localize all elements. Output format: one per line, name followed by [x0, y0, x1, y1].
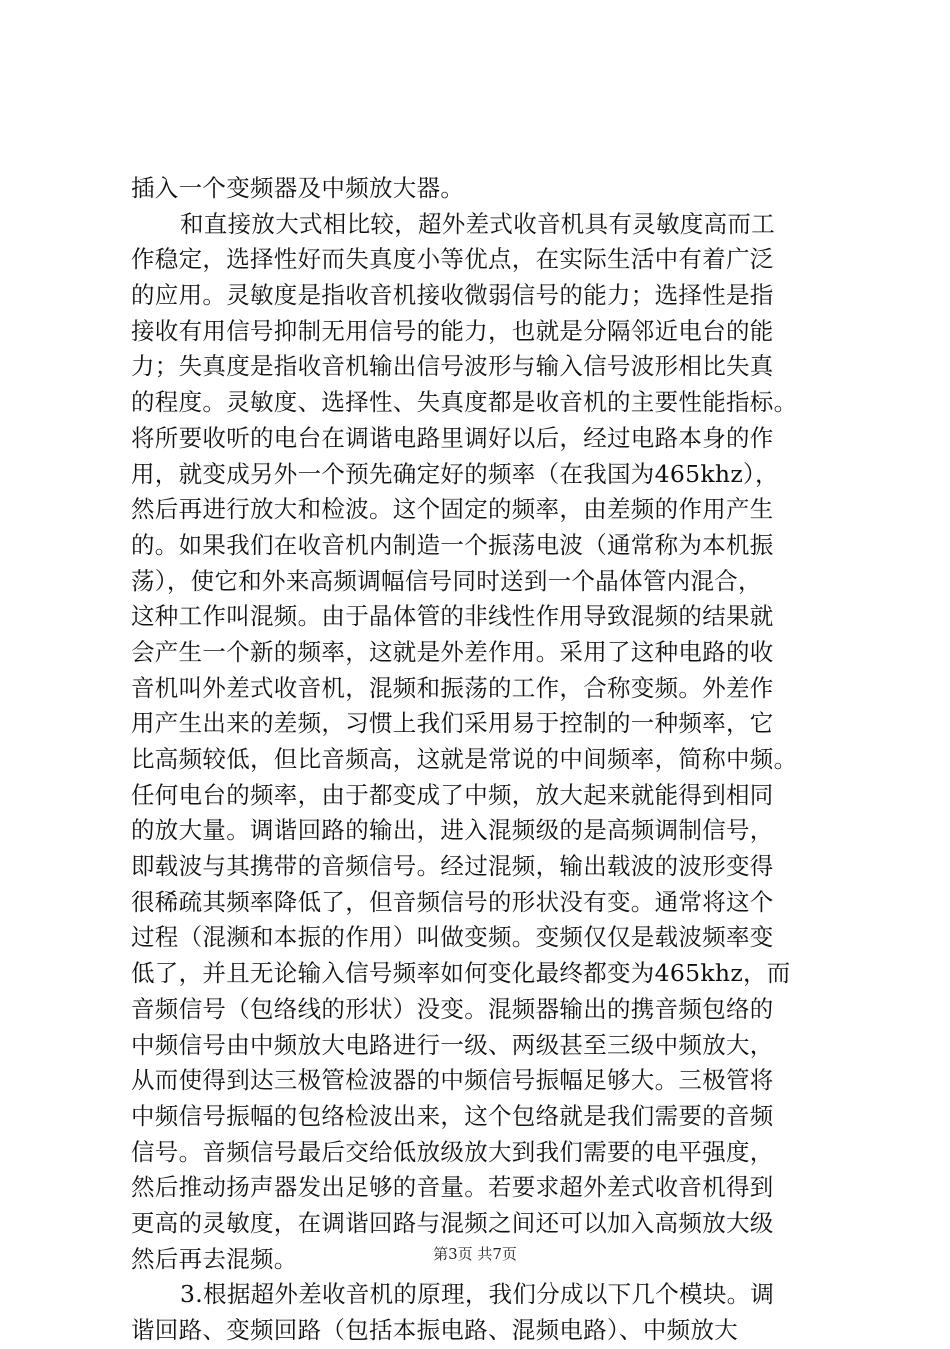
text-line: 然后推动扬声器发出足够的音量。若要求超外差式收音机得到 [131, 1173, 774, 1202]
page-footer: 第3页 共7页 [433, 1245, 517, 1263]
text-line: 音机叫外差式收音机，混频和振荡的工作，合称变频。外差作 [131, 673, 774, 702]
text-line: 荡），使它和外来高频调幅信号同时送到一个晶体管内混合， [131, 566, 762, 595]
text-line: 用，就变成另外一个预先确定好的频率（在我国为465khz）， [131, 459, 779, 488]
text-line: 的。如果我们在收音机内制造一个振荡电波（通常称为本机振 [131, 530, 774, 559]
text-line: 作稳定，选择性好而失真度小等优点，在实际生活中有着广泛 [131, 245, 774, 274]
text-line: 3.根据超外差收音机的原理，我们分成以下几个模块。调 [180, 1280, 775, 1309]
body-text [131, 171, 846, 1349]
text-line: 然后再进行放大和检波。这个固定的频率，由差频的作用产生 [131, 495, 774, 524]
text-line: 信号。音频信号最后交给低放级放大到我们需要的电平强度， [131, 1137, 774, 1166]
text-line: 任何电台的频率，由于都变成了中频，放大起来就能得到相同 [131, 780, 774, 809]
text-line: 很稀疏其频率降低了，但音频信号的形状没有变。通常将这个 [131, 887, 774, 916]
text-line: 低了，并且无论输入信号频率如何变化最终都变为465khz，而 [131, 959, 791, 988]
text-line: 然后再去混频。 [131, 1244, 298, 1273]
text-line: 即载波与其携带的音频信号。经过混频，输出载波的波形变得 [131, 852, 774, 881]
text-line: 过程（混濒和本振的作用）叫做变频。变频仅仅是载波频率变 [131, 923, 774, 952]
text-line: 会产生一个新的频率，这就是外差作用。采用了这种电路的收 [131, 637, 774, 666]
text-line: 中频信号由中频放大电路进行一级、两级甚至三级中频放大， [131, 1030, 774, 1059]
text-line: 的放大量。调谐回路的输出，进入混频级的是高频调制信号， [131, 816, 774, 845]
text-line: 力；失真度是指收音机输出信号波形与输入信号波形相比失真 [131, 352, 774, 381]
text-line: 插入一个变频器及中频放大器。 [131, 174, 465, 202]
text-line: 音频信号（包络线的形状）没变。混频器输出的携音频包络的 [131, 994, 774, 1023]
text-line: 谐回路、变频回路（包括本振电路、混频电路）、中频放大 [131, 1316, 739, 1344]
text-line: 的程度。灵敏度、选择性、失真度都是收音机的主要性能指标。 [131, 388, 798, 417]
text-line: 中频信号振幅的包络检波出来，这个包络就是我们需要的音频 [131, 1101, 774, 1130]
text-line: 这种工作叫混频。由于晶体管的非线性作用导致混频的结果就 [131, 602, 774, 631]
text-line: 和直接放大式相比较，超外差式收音机具有灵敏度高而工 [180, 209, 775, 238]
text-line: 接收有用信号抑制无用信号的能力，也就是分隔邻近电台的能 [131, 316, 774, 345]
text-line: 用产生出来的差频，习惯上我们采用易于控制的一种频率，它 [131, 709, 774, 738]
text-line: 的应用。灵敏度是指收音机接收微弱信号的能力；选择性是指 [131, 281, 774, 310]
text-line: 从而使得到达三极管检波器的中频信号振幅足够大。三极管将 [131, 1066, 774, 1095]
text-line: 更高的灵敏度，在调谐回路与混频之间还可以加入高频放大级 [131, 1208, 774, 1237]
text-line: 比高频较低，但比音频高，这就是常说的中间频率，简称中频。 [131, 745, 798, 773]
text-line: 将所要收听的电台在调谐电路里调好以后，经过电路本身的作 [131, 423, 774, 452]
